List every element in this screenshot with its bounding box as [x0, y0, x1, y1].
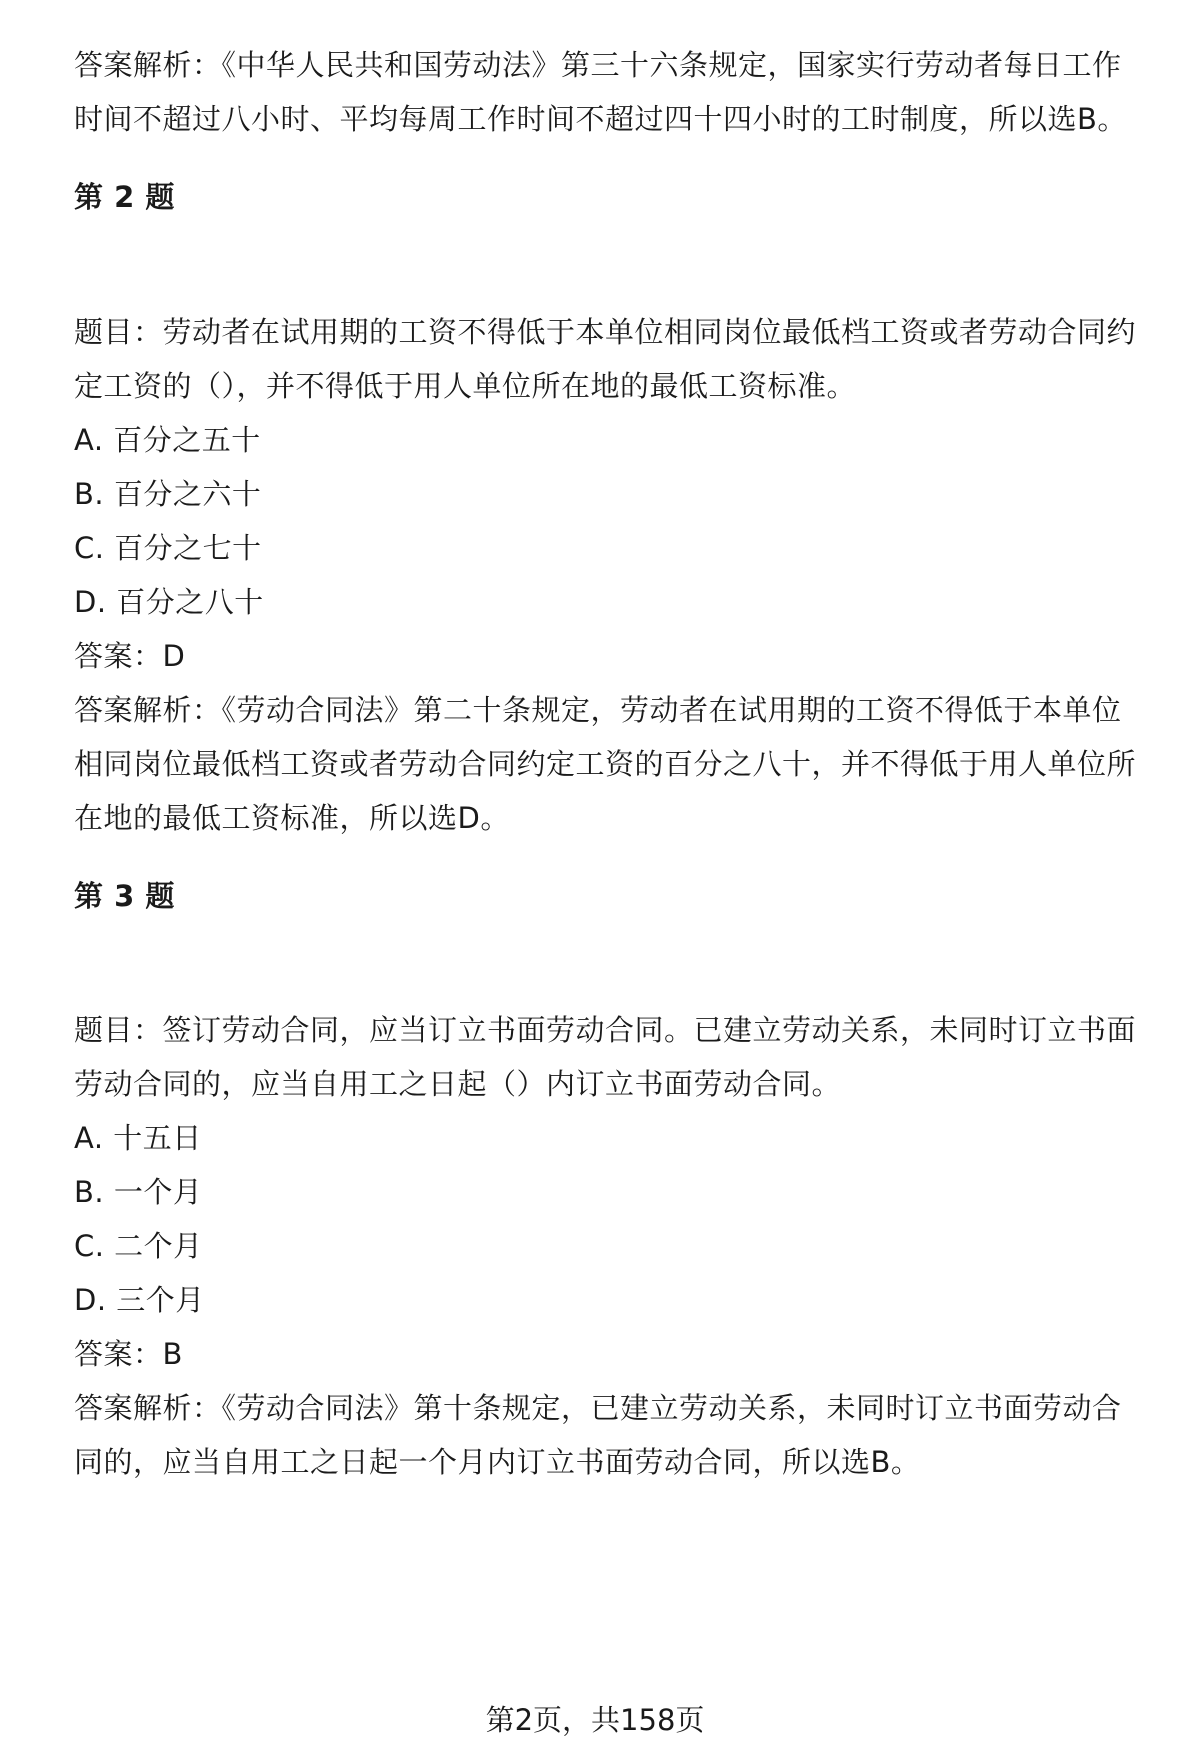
q2-explanation-line-3: 在地的最低工资标准，所以选D。 — [74, 801, 510, 835]
q2-question-line-1: 题目：劳动者在试用期的工资不得低于本单位相同岗位最低档工资或者劳动合同约 — [74, 315, 1137, 349]
q2-question-line-2: 定工资的（），并不得低于用人单位所在地的最低工资标准。 — [74, 369, 857, 403]
q2-option-c: C. 百分之七十 — [74, 531, 262, 565]
q2-heading: 第 2 题 — [74, 180, 175, 214]
page-number-footer: 第2页，共158页 — [485, 1703, 705, 1737]
q2-explanation-line-2: 相同岗位最低档工资或者劳动合同约定工资的百分之八十，并不得低于用人单位所 — [74, 747, 1137, 781]
q1-explanation-line-1: 答案解析：《中华人民共和国劳动法》第三十六条规定，国家实行劳动者每日工作 — [74, 48, 1122, 82]
q2-option-d: D. 百分之八十 — [74, 585, 264, 619]
q3-option-c: C. 二个月 — [74, 1229, 203, 1263]
q3-heading: 第 3 题 — [74, 879, 175, 913]
q1-explanation-line-2: 时间不超过八小时、平均每周工作时间不超过四十四小时的工时制度，所以选B。 — [74, 102, 1127, 136]
q3-answer: 答案：B — [74, 1337, 183, 1371]
q3-option-a: A. 十五日 — [74, 1121, 202, 1155]
q2-explanation-line-1: 答案解析：《劳动合同法》第二十条规定，劳动者在试用期的工资不得低于本单位 — [74, 693, 1122, 727]
q3-question-line-1: 题目：签订劳动合同，应当订立书面劳动合同。已建立劳动关系，未同时订立书面 — [74, 1013, 1137, 1047]
q3-option-d: D. 三个月 — [74, 1283, 205, 1317]
q3-option-b: B. 一个月 — [74, 1175, 203, 1209]
q3-explanation-line-1: 答案解析：《劳动合同法》第十条规定，已建立劳动关系，未同时订立书面劳动合 — [74, 1391, 1122, 1425]
q3-question-line-2: 劳动合同的，应当自用工之日起（）内订立书面劳动合同。 — [74, 1067, 842, 1101]
q2-option-a: A. 百分之五十 — [74, 423, 261, 457]
q3-explanation-line-2: 同的，应当自用工之日起一个月内订立书面劳动合同，所以选B。 — [74, 1445, 921, 1479]
q2-option-b: B. 百分之六十 — [74, 477, 262, 511]
q2-answer: 答案：D — [74, 639, 186, 673]
